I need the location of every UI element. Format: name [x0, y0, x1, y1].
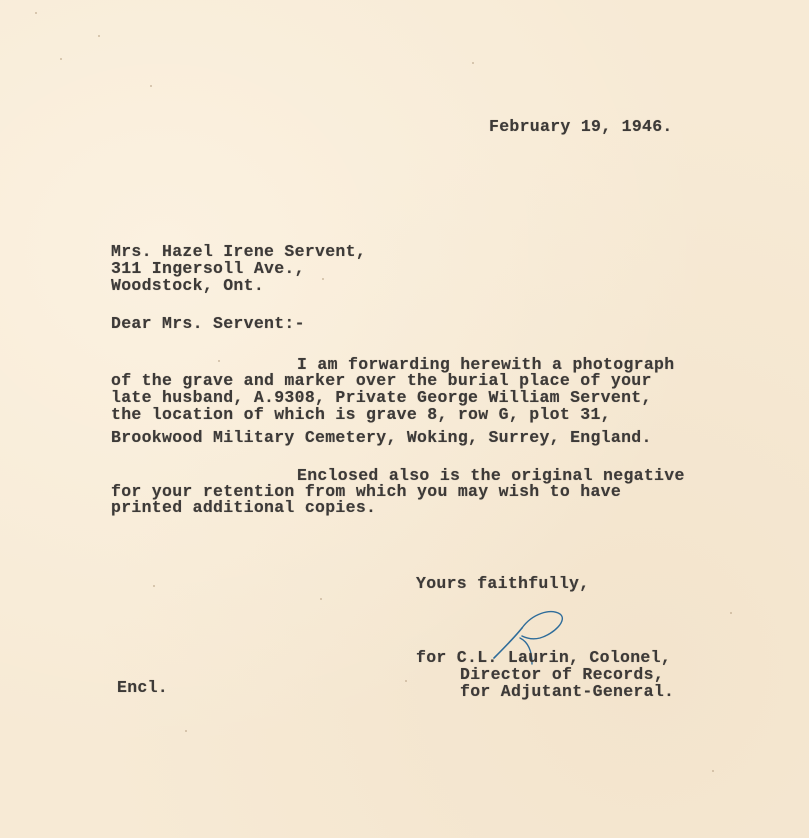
recipient-street: 311 Ingersoll Ave., [111, 259, 305, 278]
letter-date: February 19, 1946. [489, 117, 673, 136]
signature-line1: for C.L. Laurin, Colonel, [416, 648, 672, 667]
recipient-city: Woodstock, Ont. [111, 276, 265, 295]
paragraph1-line3: late husband, A.9308, Private George William Servent, [111, 388, 652, 407]
enclosure-note: Encl. [117, 678, 169, 697]
signature-line3: for Adjutant-General. [460, 682, 675, 701]
closing: Yours faithfully, [416, 574, 590, 593]
paragraph1-line4: the location of which is grave 8, row G, plot 31, [111, 405, 611, 424]
paragraph1-line2: of the grave and marker over the burial place of your [111, 371, 652, 390]
paragraph2-line1: Enclosed also is the original negative [297, 466, 685, 485]
paragraph1-line5: Brookwood Military Cemetery, Woking, Surrey, England. [111, 428, 652, 447]
salutation: Dear Mrs. Servent:- [111, 314, 305, 333]
paragraph1-line1: I am forwarding herewith a photograph [297, 355, 675, 374]
signature-line2: Director of Records, [460, 665, 665, 684]
paragraph2-line3: printed additional copies. [111, 498, 377, 517]
paragraph2-line2: for your retention from which you may wish to have [111, 482, 622, 501]
recipient-name: Mrs. Hazel Irene Servent, [111, 242, 367, 261]
